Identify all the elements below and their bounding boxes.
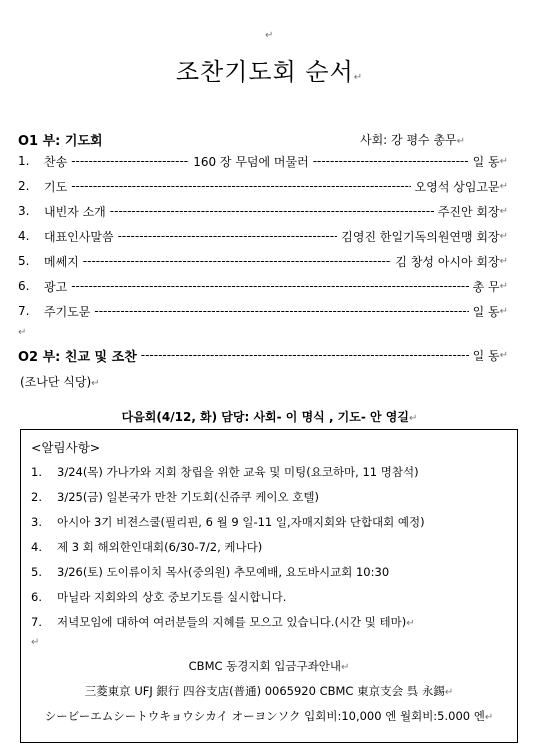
item-responsible: 총 무: [472, 279, 500, 294]
notice-number: 4.: [31, 540, 42, 554]
leader-dashes: [71, 154, 189, 168]
notice-text: 저녁모임에 대하여 여러분들의 지혜를 모으고 있습니다.(시간 및 테마): [57, 615, 407, 629]
paragraph-mark: ↵: [456, 136, 466, 147]
part1-heading: O1 부: 기도회: [18, 134, 103, 149]
kana-line: [21, 708, 517, 724]
item-name: 메쎄지: [44, 254, 79, 269]
leader-dashes: [313, 154, 469, 168]
item-number: 2.: [18, 179, 30, 193]
item-number: 4.: [18, 229, 30, 243]
part2-heading: O2 부: 친교 및 조찬: [18, 349, 137, 365]
notice-number: 5.: [31, 565, 42, 579]
item-responsible: 일 동: [472, 304, 500, 319]
leader-dashes: [83, 254, 392, 268]
item-name: 찬송: [44, 154, 68, 169]
item-responsible: 주진안 회장: [437, 204, 500, 219]
next-meeting-text: 다음회(4/12, 화) 담당: 사회- 이 명식 , 기도- 안 영길: [121, 410, 409, 424]
paragraph-mark: ↵: [499, 230, 508, 242]
part2-responsible: 일 동: [472, 348, 500, 363]
account-title-text: CBMC 동경지회 입금구좌안내: [188, 659, 341, 673]
account-title: [21, 658, 517, 674]
host-text: 사회: 강 평수 총무: [360, 133, 457, 147]
paragraph-mark: ↵: [444, 687, 454, 698]
program-item-6: [18, 276, 508, 296]
notice-item-3: [31, 514, 425, 530]
paragraph-mark: ↵: [499, 349, 508, 361]
paragraph-mark: ↵: [484, 712, 494, 723]
paragraph-mark: ↵: [499, 255, 508, 267]
paragraph-mark: ↵: [340, 662, 350, 673]
item-number: 6.: [18, 279, 30, 293]
program-item-1: [18, 151, 508, 171]
notice-item-2: [31, 489, 319, 505]
item-responsible: 오영석 상임고문: [414, 179, 500, 194]
notice-number: 1.: [31, 465, 42, 479]
paragraph-mark: ↵: [18, 327, 27, 338]
next-meeting: [0, 408, 539, 425]
notice-number: 3.: [31, 515, 42, 529]
notices-heading-text: <알림사항>: [31, 440, 101, 455]
item-name: 광고: [44, 279, 68, 294]
leader-dashes: [118, 229, 338, 243]
item-name: 기도: [44, 179, 68, 194]
notice-item-4: [31, 539, 262, 555]
item-name: 대표인사말씀: [44, 229, 114, 244]
item-name: 내빈자 소개: [44, 204, 106, 219]
paragraph-mark: ↵: [353, 72, 364, 83]
paragraph-mark: ↵: [265, 30, 274, 41]
bank-line: [21, 683, 517, 699]
paragraph-mark: ↵: [408, 413, 418, 424]
item-detail: 160 장 무덤에 머물러: [193, 154, 309, 169]
notice-item-1: [31, 464, 419, 480]
notice-text: 아시아 3기 비젼스쿨(필리핀, 6 월 9 일-11 일,자매지회와 단합대회 예정): [57, 515, 425, 529]
item-number: 1.: [18, 154, 30, 168]
bank-line-text: 三菱東京 UFJ 銀行 四谷支店(普通) 0065920 CBMC 東京支会 呉 永錫: [84, 684, 445, 698]
program-item-2: [18, 176, 508, 196]
paragraph-mark: ↵: [406, 618, 415, 629]
paragraph-mark: ↵: [91, 378, 100, 389]
page-title: [0, 52, 539, 87]
notice-text: 3/25(금) 일본국가 만찬 기도회(신쥬쿠 케이오 호텔): [57, 490, 320, 504]
title-text: 조찬기도회 순서: [175, 58, 354, 86]
leader-dashes: [110, 204, 434, 218]
paragraph-mark: ↵: [499, 305, 508, 317]
notice-text: 3/26(토) 도이류이치 목사(중의원) 추모예배, 요도바시교회 10:30: [57, 565, 390, 579]
notice-number: 2.: [31, 490, 42, 504]
program-item-7: [18, 301, 508, 321]
item-number: 3.: [18, 204, 30, 218]
leader-dashes: [71, 179, 410, 193]
leader-dashes: [94, 304, 468, 318]
item-responsible: 김 창성 아시아 회장: [395, 254, 500, 269]
notices-box: [20, 429, 518, 743]
item-responsible: 김영진 한일기독의원연맹 회장: [341, 229, 500, 244]
leader-dashes: [141, 348, 469, 362]
program-item-5: [18, 251, 508, 271]
leader-dashes: [71, 279, 468, 293]
place-text: (조나단 식당): [20, 375, 92, 389]
paragraph-mark: ↵: [499, 155, 508, 167]
item-responsible: 일 동: [472, 154, 500, 169]
notice-item-6: [31, 589, 286, 605]
program-item-3: [18, 201, 508, 221]
paragraph-mark: ↵: [31, 637, 40, 648]
notice-number: 6.: [31, 590, 42, 604]
part2-place: [20, 373, 100, 390]
notice-text: 마닐라 지회와의 상호 중보기도를 실시합니다.: [57, 590, 287, 604]
kana-line-text: シービーエムシートウキョウシカイ オーヨンソク 입회비:10,000 엔 월회비:5.000 엔: [44, 709, 485, 723]
notice-number: 7.: [31, 615, 42, 629]
notice-text: 제 3 회 해외한인대회(6/30-7/2, 케나다): [57, 540, 263, 554]
item-number: 7.: [18, 304, 30, 318]
part2-row: [18, 345, 508, 365]
notices-heading: [31, 438, 100, 456]
item-number: 5.: [18, 254, 30, 268]
notice-item-7: [31, 614, 415, 630]
program-item-4: [18, 226, 508, 246]
notice-item-5: [31, 564, 389, 580]
item-name: 주기도문: [44, 304, 91, 319]
part1-host: [360, 131, 465, 148]
paragraph-mark: ↵: [499, 280, 508, 292]
paragraph-mark: ↵: [499, 205, 508, 217]
notice-text: 3/24(목) 가나가와 지회 창립을 위한 교육 및 미팅(요코하마, 11 명참석): [57, 465, 419, 479]
paragraph-mark: ↵: [499, 180, 508, 192]
